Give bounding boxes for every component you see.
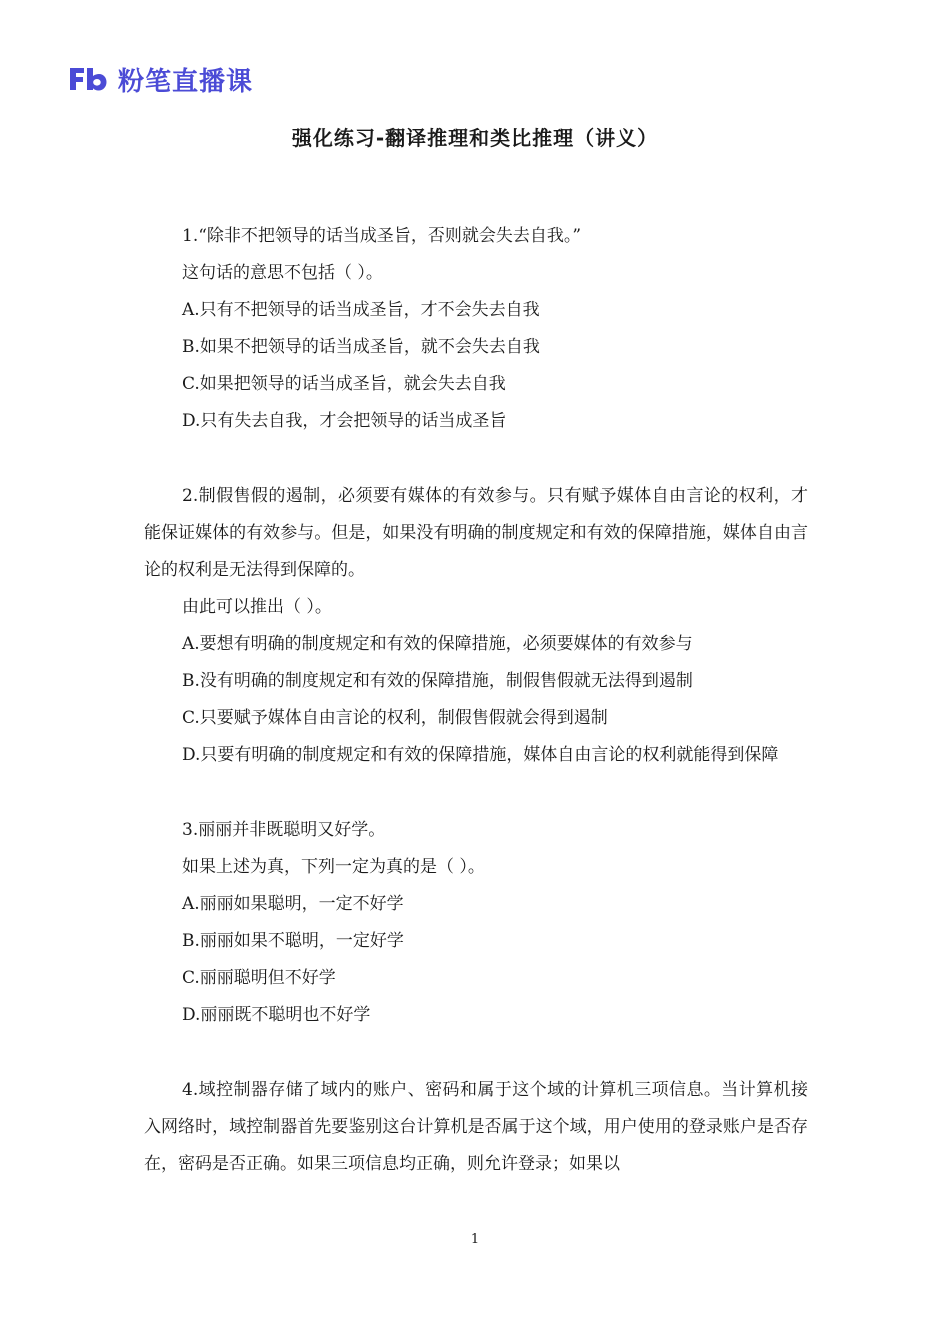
brand-name: 粉笔直播课 xyxy=(118,66,254,97)
question-3-prompt: 如果上述为真，下列一定为真的是（ ）。 xyxy=(182,857,485,877)
question-1-option-d: D.只有失去自我，才会把领导的话当成圣旨 xyxy=(182,411,507,431)
question-2-option-c: C.只要赋予媒体自由言论的权利，制假售假就会得到遏制 xyxy=(182,708,608,728)
question-2-stem: 2.制假售假的遏制，必须要有媒体的有效参与。只有赋予媒体自由言论的权利，才能保证媒体的有效参与。但是，如果没有明确的制度规定和有效的保障措施，媒体自由言论的权利是无法得到保障的。 xyxy=(144,486,808,580)
question-3-option-b: B.丽丽如果不聪明，一定好学 xyxy=(182,931,404,951)
question-1-option-a: A.只有不把领导的话当成圣旨，才不会失去自我 xyxy=(182,300,540,320)
question-1-stem: 1.“除非不把领导的话当成圣旨，否则就会失去自我。” xyxy=(182,226,582,246)
question-3-stem: 3.丽丽并非既聪明又好学。 xyxy=(182,820,386,840)
question-1-option-b: B.如果不把领导的话当成圣旨，就不会失去自我 xyxy=(182,337,540,357)
question-3-option-a: A.丽丽如果聪明，一定不好学 xyxy=(182,894,404,914)
page-number: 1 xyxy=(470,1232,480,1247)
question-1-prompt: 这句话的意思不包括（ ）。 xyxy=(182,263,383,283)
question-3-option-d: D.丽丽既不聪明也不好学 xyxy=(182,1005,371,1025)
question-2-option-d: D.只要有明确的制度规定和有效的保障措施，媒体自由言论的权利就能得到保障 xyxy=(182,745,779,765)
question-3-option-c: C.丽丽聪明但不好学 xyxy=(182,968,336,988)
question-4-stem: 4.域控制器存储了域内的账户、密码和属于这个域的计算机三项信息。当计算机接入网络时，域控制器首先要鉴别这台计算机是否属于这个域，用户使用的登录账户是否存在，密码是否正确。如果三项信息均正确，则允许登录；如果以 xyxy=(144,1080,808,1174)
question-2-option-a: A.要想有明确的制度规定和有效的保障措施，必须要媒体的有效参与 xyxy=(182,634,693,654)
question-1-option-c: C.如果把领导的话当成圣旨，就会失去自我 xyxy=(182,374,506,394)
question-2-prompt: 由此可以推出（ ）。 xyxy=(182,597,332,617)
question-2-option-b: B.没有明确的制度规定和有效的保障措施，制假售假就无法得到遏制 xyxy=(182,671,693,691)
fb-logo-icon xyxy=(68,65,108,93)
document-body xyxy=(144,218,808,1183)
brand-logo xyxy=(68,62,253,96)
document-title: 强化练习-翻译推理和类比推理（讲义） xyxy=(291,126,659,150)
